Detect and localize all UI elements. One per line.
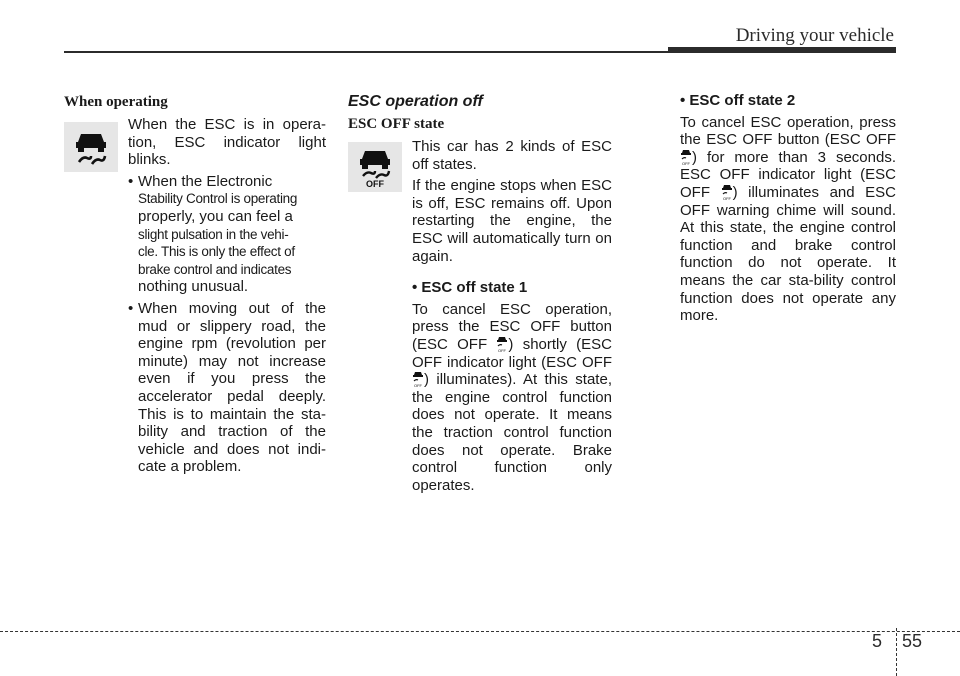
esc-off-block (348, 138, 612, 494)
esc-off-p2: If the engine stops when ESC is off, ESC remains off. Upon restarting the engine, the ESC will automatically turn on again. (412, 177, 612, 265)
column-esc-off-state2 (680, 92, 896, 329)
svg-text:OFF: OFF (722, 195, 731, 201)
esc-off-state-heading: ESC OFF state (348, 116, 445, 132)
header-rule (64, 51, 670, 53)
footer-dashed-line (0, 631, 960, 632)
esc-off-inline-icon (721, 184, 733, 201)
header-title: Driving your vehicle (735, 25, 894, 46)
esc-off-icon (348, 142, 402, 192)
svg-text:OFF: OFF (682, 160, 690, 166)
chapter-number: 5 (872, 631, 883, 651)
esc-off-state2-title: • ESC off state 2 (680, 92, 796, 109)
esc-off-p1: This car has 2 kinds of ESC off states. (412, 138, 612, 173)
bullet-mud: • When moving out of the mud or slippery road, the engine rpm (revolution per minute) may not increase even if you press the accelerator pedal deeply. This is to maintain the sta-bility and traction of the vehicle and does not indi-cate a problem. (128, 300, 326, 476)
column-when-operating (64, 92, 326, 480)
esc-indicator-icon (64, 122, 118, 172)
esc-off-state2-text: To cancel ESC operation, press the ESC OFF button (ESC OFF OFF ) for more than 3 seconds. ESC OFF indicator light (ESC OFF OFF ) illuminates and ESC OFF warning chime will sound. At this state, the engine control function and brake control function do not operate. It means the car sta-bility control function does not operate any more. (680, 113, 897, 325)
esc-operating-intro: When the ESC is in opera-tion, ESC indicator light blinks. (128, 116, 326, 169)
page-number: 55 (902, 631, 923, 651)
svg-text:OFF: OFF (366, 179, 384, 188)
esc-off-inline-icon (496, 336, 508, 353)
esc-off-inline-icon (680, 149, 692, 166)
esc-off-state1-title: • ESC off state 1 (412, 279, 528, 297)
when-operating-heading: When operating (64, 94, 168, 110)
esc-operating-block (64, 116, 326, 476)
footer-separator (896, 628, 897, 676)
column-esc-off (348, 92, 612, 498)
svg-text:OFF: OFF (414, 383, 422, 389)
esc-operation-off-heading: ESC operation off (348, 93, 483, 110)
esc-off-inline-icon (412, 371, 424, 388)
bullet-pulsation: • When the Electronic Stability Control is operating properly, you can feel a slight pulsation in the vehi- cle. This is only the effect of brake control and indicates nothing unusual. (128, 173, 326, 296)
header-bar (668, 47, 896, 53)
svg-text:OFF: OFF (498, 347, 507, 353)
esc-off-state1-text: To cancel ESC operation, press the ESC OFF button (ESC OFF OFF ) shortly (ESC OFF indicator light (ESC OFF OFF ) illuminates). At this state, the engine control function does not operate. It means the traction control function does not operate. Brake control function only operates. (412, 300, 613, 494)
